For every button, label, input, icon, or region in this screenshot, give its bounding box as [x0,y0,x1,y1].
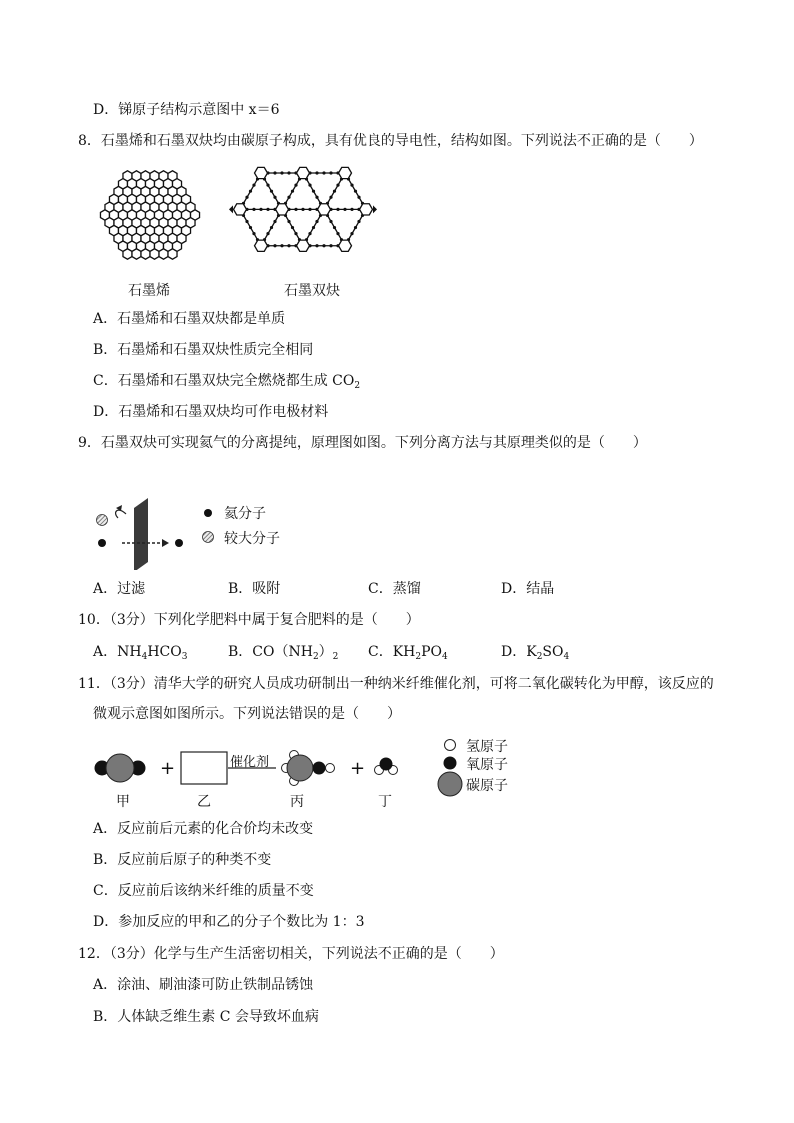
q10-option-a: A．$NH_4HCO_3$ [93,644,188,662]
graphdiyne-chain-atom [273,220,276,223]
oxygen-legend-label: 氧原子 [466,757,508,773]
graphdiyne-benzene-ring [297,167,310,178]
graphdiyne-chain-atom [273,244,276,247]
graphdiyne-chain-atom [315,244,318,247]
graphdiyne-chain-atom [245,220,248,223]
q11-option-a: A．反应前后元素的化合价均未改变 [93,821,314,837]
graphdiyne-chain-atom [308,208,311,211]
graphene-ring [132,249,141,259]
reactant-box [181,752,227,784]
q11-option-c: C．反应前后该纳米纤维的质量不变 [93,883,314,899]
graphdiyne-chain-atom [357,220,360,223]
graphene-label: 石墨烯 [128,283,170,299]
q9-option-c: C．蒸馏 [368,581,421,597]
oxygen-legend-icon [444,757,457,770]
graphdiyne-chain-atom [333,226,336,229]
graphdiyne-chain-atom [329,244,332,247]
separation-legend-icons [200,504,220,549]
graphdiyne-chain-atom [312,226,315,229]
graphdiyne-chain-atom [249,226,252,229]
reaction-diagram [88,738,528,798]
graphdiyne-chain-atom [266,232,269,235]
graphdiyne-chain-atom [270,226,273,229]
graphdiyne-chain-atom [259,208,262,211]
methanol-molecule [282,751,335,786]
q7-option-d: D．锑原子结构示意图中 x＝6 [93,102,280,118]
graphdiyne-benzene-ring [234,204,247,215]
graphdiyne-benzene-ring [360,204,373,215]
graphdiyne-chain-atom [350,208,353,211]
graphdiyne-chain-atom [270,190,273,193]
graphdiyne-chain-atom [315,171,318,174]
graphdiyne-chain-atom [329,171,332,174]
graphdiyne-chain-atom [287,244,290,247]
graphdiyne-chain-atom [315,196,318,199]
graphdiyne-chain-atom [336,184,339,187]
graphdiyne-benzene-ring [297,240,310,251]
graphdiyne-chain-atom [322,244,325,247]
graphdiyne-chain-atom [294,184,297,187]
graphdiyne-chain-atom [350,232,353,235]
graphdiyne-chain-atom [291,226,294,229]
graphdiyne-chain-atom [294,208,297,211]
hydrogen-legend-label: 氢原子 [466,739,508,755]
graphdiyne-end-stub [229,205,233,213]
q10-option-b: B．$CO(NH_2)_2$ [228,644,339,662]
graphdiyne-structure-figure [226,160,398,275]
graphdiyne-chain-atom [280,244,283,247]
q8-option-d: D．石墨烯和石墨双炔均可作电极材料 [93,404,329,420]
graphdiyne-benzene-ring [255,240,268,251]
q11-option-d: D．参加反应的甲和乙的分子个数比为 1：3 [93,914,365,930]
helium-legend-icon [204,509,212,517]
graphene-structure-figure [95,160,205,270]
q8-stem: 8．石墨烯和石墨双炔均由碳原子构成，具有优良的导电性，结构如图。下列说法不正确的是（ ） [78,133,703,149]
graphene-ring [150,249,159,259]
q9-option-a: A．过滤 [93,581,146,597]
graphene-ring [123,249,132,259]
q10-stem: 10．（3分）下列化学肥料中属于复合肥料的是（ ） [78,612,420,628]
graphdiyne-chain-atom [322,171,325,174]
graphene-ring [159,249,168,259]
graphdiyne-chain-atom [252,208,255,211]
graphdiyne-chain-atom [354,226,357,229]
graphdiyne-chain-atom [333,190,336,193]
q11-stem-line1: 11．（3分）清华大学的研究人员成功研制出一种纳米纤维催化剂，可将二氧化碳转化为甲醇，该反应的 [78,676,714,692]
atom-legend [438,740,462,797]
graphdiyne-chain-atom [343,208,346,211]
q11-option-b: B．反应前后原子的种类不变 [93,852,272,868]
graphdiyne-chain-atom [287,171,290,174]
carbon-legend-label: 碳原子 [466,778,508,794]
graphdiyne-chain-atom [336,232,339,235]
graphdiyne-chain-atom [273,196,276,199]
q9-option-d: D．结晶 [501,581,555,597]
graphdiyne-chain-atom [308,184,311,187]
graphdiyne-benzene-ring [318,204,331,215]
q12-option-a: A．涂油、刷油漆可防止铁制品锈蚀 [93,977,314,993]
plus-sign: + [160,758,176,779]
larger-molecule-legend-icon [203,532,214,543]
q12-option-b: B．人体缺乏维生素 C 会导致坏血病 [93,1009,319,1025]
graphdiyne-chain-atom [280,171,283,174]
graphdiyne-chain-atom [266,208,269,211]
graphdiyne-chain-atom [287,196,290,199]
plus-sign: + [350,758,366,779]
helium-molecule [175,539,183,547]
larger-molecule [97,515,108,526]
graphdiyne-chain-atom [315,220,318,223]
carbon-legend-icon [438,772,462,796]
q9-stem: 9．石墨双炔可实现氦气的分离提纯，原理图如图。下列分离方法与其原理类似的是（ ） [78,435,647,451]
co2-molecule [95,754,146,782]
graphdiyne-benzene-ring [339,167,352,178]
q8-option-b: B．石墨烯和石墨双炔性质完全相同 [93,342,314,358]
separation-diagram [92,490,202,570]
graphene-ring [168,249,177,259]
membrane [134,498,148,570]
graphdiyne-chain-atom [287,220,290,223]
graphdiyne-end-stub [373,205,377,213]
graphdiyne-chain-atom [252,184,255,187]
helium-molecule [98,539,106,547]
graphdiyne-chain-atom [357,196,360,199]
graphdiyne-chain-atom [266,184,269,187]
graphene-ring [141,249,150,259]
graphdiyne-benzene-ring [276,204,289,215]
graphdiyne-chain-atom [312,190,315,193]
q10-option-c: C．$KH_2PO_4$ [368,644,448,662]
label-bing: 丙 [290,794,304,810]
label-ding: 丁 [378,794,392,810]
graphdiyne-label: 石墨双炔 [284,283,340,299]
graphdiyne-benzene-ring [339,240,352,251]
graphdiyne-benzene-ring [255,167,268,178]
graphdiyne-chain-atom [350,184,353,187]
water-molecule [375,758,398,775]
label-yi: 乙 [197,794,211,810]
q10-option-d: D．$K_2SO_4$ [501,644,570,662]
catalyst-label: 催化剂 [230,755,270,770]
rebound-arrow [116,510,126,518]
graphdiyne-chain-atom [252,232,255,235]
helium-legend-label: 氦分子 [224,506,266,522]
graphdiyne-chain-atom [329,196,332,199]
q11-stem-line2: 微观示意图如图所示。下列说法错误的是（ ） [93,706,401,722]
graphdiyne-chain-atom [336,208,339,211]
graphdiyne-chain-atom [245,196,248,199]
label-jia: 甲 [116,794,130,810]
graphdiyne-chain-atom [249,190,252,193]
graphdiyne-chain-atom [273,171,276,174]
larger-molecule-legend-label: 较大分子 [224,531,280,547]
graphdiyne-chain-atom [329,220,332,223]
graphdiyne-chain-atom [354,190,357,193]
graphdiyne-chain-atom [301,208,304,211]
q8-option-c: C．石墨烯和石墨双炔完全燃烧都生成 $CO_2$ [93,373,361,391]
graphdiyne-chain-atom [308,232,311,235]
q12-stem: 12．（3分）化学与生产生活密切相关，下列说法不正确的是（ ） [78,946,504,962]
q9-option-b: B．吸附 [228,581,281,597]
graphdiyne-chain-atom [291,190,294,193]
graphdiyne-chain-atom [294,232,297,235]
q8-option-a: A．石墨烯和石墨双炔都是单质 [93,311,286,327]
hydrogen-legend-icon [445,740,456,751]
